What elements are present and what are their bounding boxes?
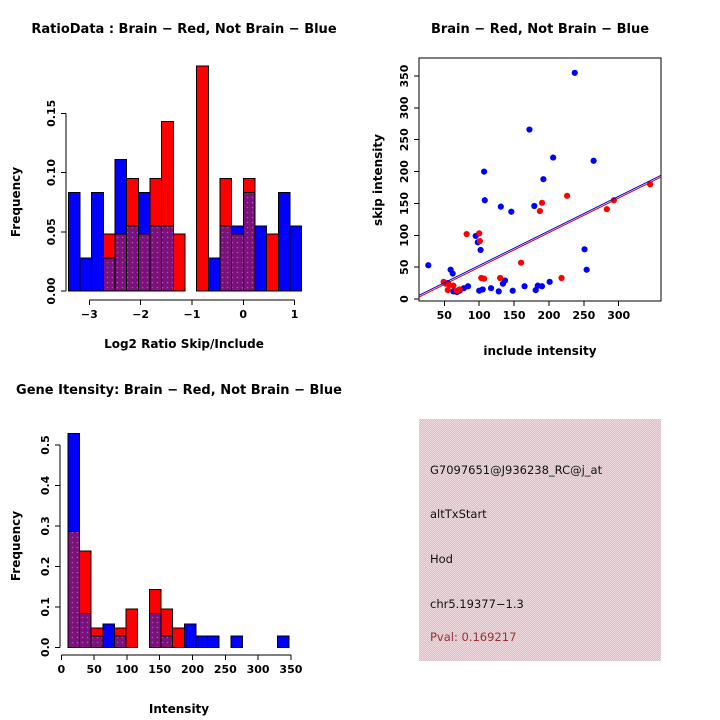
- hist-bar: [173, 234, 185, 291]
- hist-bar-overlap: [115, 234, 127, 291]
- fit-line: [419, 175, 661, 295]
- scatter-point-blue: [581, 246, 587, 252]
- scatter-point-red: [477, 238, 483, 244]
- scatter-point-red: [518, 260, 524, 266]
- y-tick-label: 150: [398, 191, 411, 215]
- x-tick-label: 300: [246, 663, 270, 676]
- scatter-point-red: [464, 231, 470, 237]
- scatter-point-blue: [584, 267, 590, 273]
- info-line-probe-id: G7097651@J936238_RC@j_at: [430, 463, 603, 477]
- x-tick-label: 350: [279, 663, 303, 676]
- scatter-point-blue: [531, 203, 537, 209]
- hist-bar-overlap: [161, 636, 173, 647]
- y-tick-label: 50: [398, 259, 411, 275]
- scatter-point-blue: [572, 70, 578, 76]
- scatter-point-blue: [508, 209, 514, 215]
- x-tick-label: 0: [239, 308, 248, 321]
- gene-histogram-title: Gene Itensity: Brain − Red, Not Brain − Blue: [16, 383, 342, 398]
- y-tick-label: 0.1: [39, 597, 52, 617]
- y-tick-label: 300: [398, 96, 411, 120]
- hist-bar-overlap: [232, 234, 244, 291]
- scatter-title: Brain − Red, Not Brain − Blue: [430, 22, 650, 37]
- hist-bar: [126, 609, 138, 647]
- hist-bar-overlap: [162, 226, 174, 291]
- scatter-yaxis-label: skip intensity: [371, 134, 385, 226]
- y-tick-label: 0.2: [39, 556, 52, 577]
- x-tick-label: 100: [115, 663, 139, 676]
- hist-bar-overlap: [127, 226, 139, 291]
- hist-bar-overlap: [80, 614, 92, 648]
- x-tick-label: 250: [572, 309, 596, 322]
- y-tick-label: 0.0: [39, 637, 52, 658]
- hist-bar: [290, 226, 302, 291]
- scatter-point-red: [497, 275, 503, 281]
- hist-bar-overlap: [91, 636, 103, 647]
- scatter-point-blue: [482, 197, 488, 203]
- y-tick-label: 0.05: [45, 218, 58, 246]
- hist-bar-overlap: [220, 226, 232, 291]
- scatter-point-blue: [539, 283, 545, 289]
- scatter-point-blue: [550, 154, 556, 160]
- scatter-point-blue: [425, 262, 431, 268]
- hist-bar-overlap: [150, 226, 162, 291]
- y-tick-label: 0: [398, 295, 411, 303]
- scatter-point-blue: [496, 288, 502, 294]
- scatter-point-blue: [480, 286, 486, 292]
- y-tick-label: 0.00: [45, 277, 58, 305]
- info-line-gene-name: Hod: [430, 552, 453, 566]
- x-tick-label: 100: [467, 309, 491, 322]
- x-tick-label: 50: [86, 663, 102, 676]
- y-tick-label: 0.10: [45, 158, 58, 187]
- scatter-point-red: [564, 193, 570, 199]
- scatter-point-blue: [510, 288, 516, 294]
- scatter-point-blue: [591, 158, 597, 164]
- scatter-point-red: [481, 276, 487, 282]
- ratio-hist-xaxis-label: Log2 Ratio Skip/Include: [104, 337, 264, 351]
- hist-bar: [103, 624, 115, 647]
- scatter-point-red: [558, 275, 564, 281]
- plot-frame: [419, 58, 661, 301]
- scatter-point-blue: [540, 176, 546, 182]
- hist-bar-overlap: [149, 614, 161, 648]
- x-tick-label: 1: [290, 308, 299, 321]
- hist-bar: [68, 193, 80, 291]
- scatter-point-blue: [465, 283, 471, 289]
- y-tick-label: 0.5: [39, 435, 52, 455]
- hist-bar: [208, 258, 220, 291]
- hist-bar: [184, 624, 196, 647]
- x-tick-label: 200: [537, 309, 561, 322]
- y-tick-label: 250: [398, 128, 411, 152]
- scatter-point-red: [450, 283, 456, 289]
- hist-bar: [196, 636, 208, 647]
- fit-line: [419, 177, 661, 297]
- ratio-histogram-chart: [0, 0, 360, 360]
- x-tick-label: 250: [213, 663, 237, 676]
- scatter-point-blue: [481, 168, 487, 174]
- hist-bar: [173, 628, 185, 647]
- gene-hist-yaxis-label: Frequency: [9, 510, 23, 582]
- scatter-point-blue: [450, 270, 456, 276]
- scatter-point-blue: [521, 283, 527, 289]
- gene-hist-xaxis-label: Intensity: [148, 702, 210, 716]
- hist-bar: [92, 193, 104, 291]
- hist-bar: [80, 258, 92, 291]
- scatter-xaxis-label: include intensity: [483, 344, 597, 358]
- hist-bar: [277, 636, 289, 647]
- scatter-point-red: [604, 206, 610, 212]
- gene-intensity-histogram-chart: [0, 360, 360, 720]
- info-line-pval: Pval: 0.169217: [430, 630, 517, 644]
- y-tick-label: 0.4: [39, 475, 53, 496]
- hist-bar-overlap: [103, 258, 115, 291]
- scatter-point-red: [457, 286, 463, 292]
- scatter-point-blue: [498, 204, 504, 210]
- scatter-point-blue: [488, 285, 494, 291]
- y-tick-label: 100: [398, 223, 411, 247]
- hist-bar-overlap: [243, 193, 255, 291]
- y-tick-label: 0.3: [39, 516, 52, 536]
- hist-bar: [255, 226, 267, 291]
- hist-bar-overlap: [114, 636, 126, 647]
- info-box: [419, 419, 661, 661]
- x-tick-label: −2: [132, 308, 150, 321]
- x-tick-label: 300: [607, 309, 631, 322]
- scatter-point-blue: [526, 126, 532, 132]
- scatter-point-red: [476, 230, 482, 236]
- ratio-histogram-title: RatioData : Brain − Red, Not Brain − Blue: [31, 22, 337, 37]
- x-tick-label: −1: [183, 308, 201, 321]
- x-tick-label: 50: [436, 309, 452, 322]
- ratio-hist-yaxis-label: Frequency: [9, 166, 23, 238]
- hist-bar: [267, 234, 279, 291]
- hist-bar-overlap: [68, 532, 80, 648]
- scatter-point-red: [537, 208, 543, 214]
- info-line-locus: chr5.19377−1.3: [430, 597, 524, 611]
- y-tick-label: 200: [398, 160, 411, 184]
- hist-bar-overlap: [138, 234, 150, 291]
- hist-bar: [197, 66, 209, 291]
- scatter-point-blue: [477, 247, 483, 253]
- x-tick-label: 150: [148, 663, 172, 676]
- info-line-event-type: altTxStart: [430, 507, 487, 521]
- hist-bar: [231, 636, 243, 647]
- scatter-point-red: [539, 200, 545, 206]
- intensity-scatter-chart: [360, 0, 720, 360]
- y-tick-label: 350: [398, 64, 411, 88]
- scatter-point-blue: [547, 279, 553, 285]
- x-tick-label: 0: [57, 663, 66, 676]
- hist-bar: [208, 636, 220, 647]
- x-tick-label: 200: [181, 663, 204, 676]
- x-tick-label: 150: [502, 309, 526, 322]
- x-tick-label: −3: [80, 308, 98, 321]
- y-tick-label: 0.15: [45, 99, 58, 127]
- hist-bar: [278, 193, 290, 291]
